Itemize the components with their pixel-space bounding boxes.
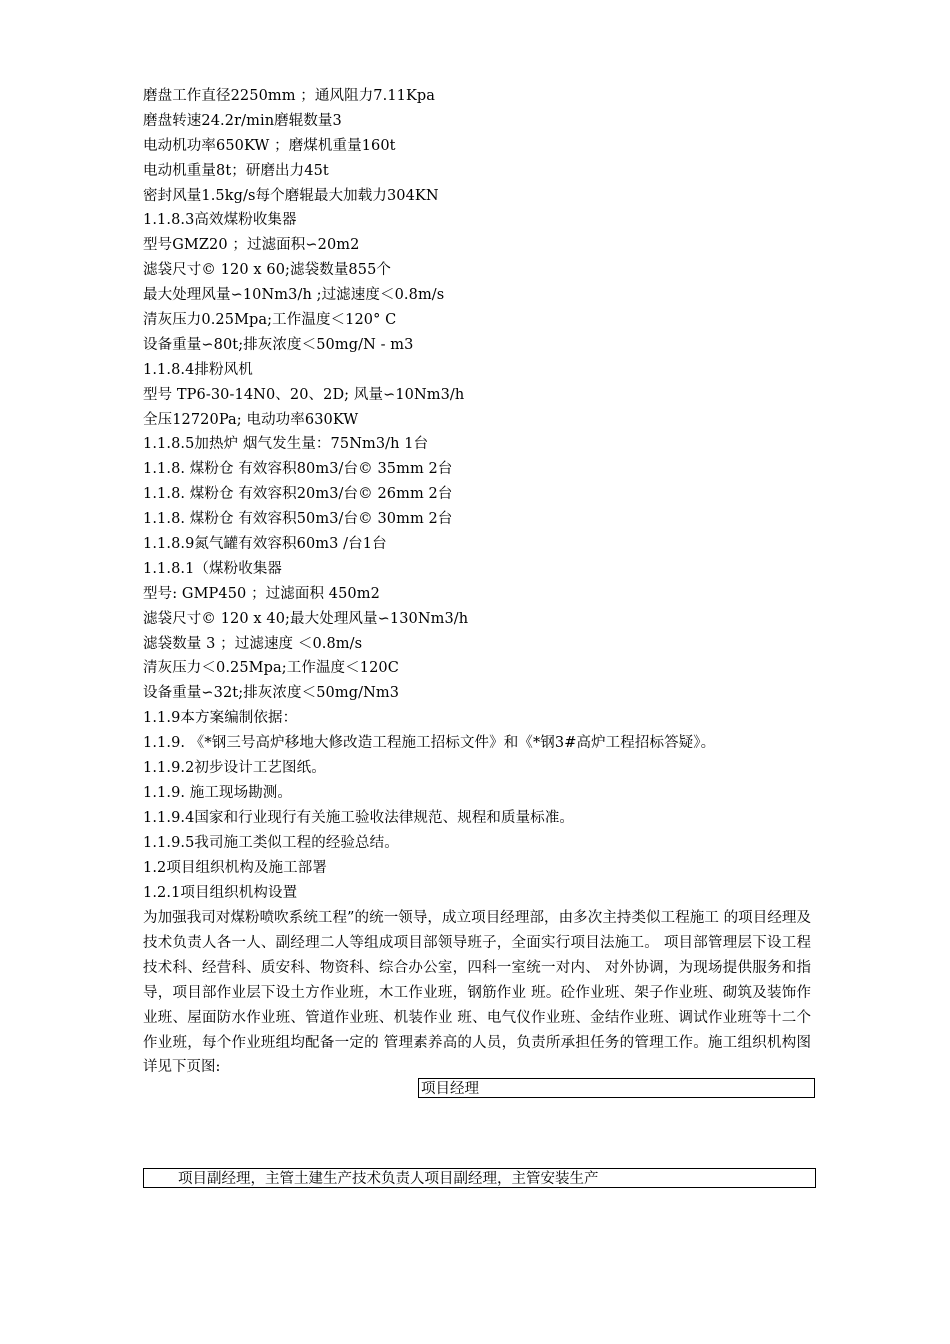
spec-line: 型号GMZ20 ；过滤面积∽20m2 — [143, 237, 360, 254]
spec-line: 设备重量∽80t;排灰浓度＜50mg/N - m3 — [143, 336, 414, 353]
spec-list — [143, 84, 823, 905]
spec-line: 滤袋尺寸© 120 x 40;最大处理风量∽130Nm3/h — [143, 610, 469, 627]
org-chart-project-manager-box: 项目经理 — [418, 1078, 815, 1098]
spec-line: 清灰压力0.25Mpa;工作温度＜120° C — [143, 312, 397, 329]
spec-line: 清灰压力＜0.25Mpa;工作温度＜120C — [143, 660, 399, 677]
spec-line: 1.1.8.9氮气罐有效容积60m3 /台1台 — [143, 536, 387, 553]
spec-line: 1.1.8.1（煤粉收集器 — [143, 560, 283, 577]
spec-line: 1.1.8. 煤粉仓 有效容积80m3/台© 35mm 2台 — [143, 461, 453, 478]
spec-line: 滤袋数量 3 ；过滤速度 ＜0.8m/s — [143, 635, 363, 652]
spec-line: 1.1.9.2初步设计工艺图纸。 — [143, 760, 326, 777]
spec-line: 设备重量∽32t;排灰浓度＜50mg/Nm3 — [143, 685, 400, 702]
spec-line: 密封风量1.5kg/s每个磨辊最大加载力304KN — [143, 187, 439, 204]
spec-line: 1.1.8. 煤粉仓 有效容积20m3/台© 26mm 2台 — [143, 486, 453, 503]
spec-line: 磨盘转速24.2r/min磨辊数量3 — [143, 112, 342, 129]
org-chart-deputy-managers-box: 项目副经理，主管土建生产技术负责人项目副经理，主管安装生产 — [143, 1168, 816, 1188]
spec-line: 型号: GMP450 ；过滤面积 450m2 — [143, 585, 380, 602]
spec-line: 磨盘工作直径2250mm ；通风阻力7.11Kpa — [143, 88, 436, 104]
spec-line: 型号 TP6-30-14N0、20、2D; 风量∽10Nm3/h — [143, 386, 465, 403]
org-paragraph: 为加强我司对煤粉喷吹系统工程”的统一领导，成立项目经理部，由多次主持类似工程施工 的项目经理及技术负责人各一人、副经理二人等组成项目部领导班子，全面实行项目法施工。 项目部管理层下设工程技术科、经营科、质安科、物资科、综合办公室，四科一室统一对内、 对外协调，为现场提供服务和指导，项目部作业层下设土方作业班，木工作业班，钢筋作业 班。砼作业班、架子作业班、砌筑及装饰作业班、屋面防水作业班、管道作业班、机装作业 班、电气仪作业班、金结作业班、调试作业班等十二个作业班，每个作业班组均配备一定的 管理素养高的人员，负责所承担任务的管理工作。施工组织机构图详见下页图: — [143, 910, 811, 1076]
spec-line: 1.1.8. 煤粉仓 有效容积50m3/台© 30mm 2台 — [143, 511, 453, 528]
spec-line: 1.1.9. 施工现场勘测。 — [143, 784, 293, 801]
spec-line: 滤袋尺寸© 120 x 60;滤袋数量855个 — [143, 262, 391, 279]
spec-line: 1.1.8.4排粉风机 — [143, 361, 253, 378]
spec-line: 1.1.8.5加热炉 烟气发生量：75Nm3/h 1台 — [143, 436, 429, 453]
spec-line: 电动机重量8t；研磨出力45t — [143, 162, 329, 179]
spec-line: 1.1.9. 《*钢三号高炉移地大修改造工程施工招标文件》和《*钢3#高炉工程招标答疑》。 — [143, 735, 716, 752]
spec-line: 1.2项目组织机构及施工部署 — [143, 859, 327, 876]
spec-line: 最大处理风量∽10Nm3/h ;过滤速度＜0.8m/s — [143, 287, 445, 304]
spec-line: 1.1.8.3高效煤粉收集器 — [143, 212, 297, 229]
spec-line: 1.1.9本方案编制依据： — [143, 710, 298, 727]
spec-line: 1.1.9.4国家和行业现行有关施工验收法律规范、规程和质量标准。 — [143, 809, 575, 826]
spec-line: 1.1.9.5我司施工类似工程的经验总结。 — [143, 834, 399, 851]
spec-line: 全压12720Pa; 电动功率630KW — [143, 411, 359, 428]
spec-line: 1.2.1项目组织机构设置 — [143, 884, 298, 901]
spec-line: 电动机功率650KW ；磨煤机重量160t — [143, 137, 396, 154]
